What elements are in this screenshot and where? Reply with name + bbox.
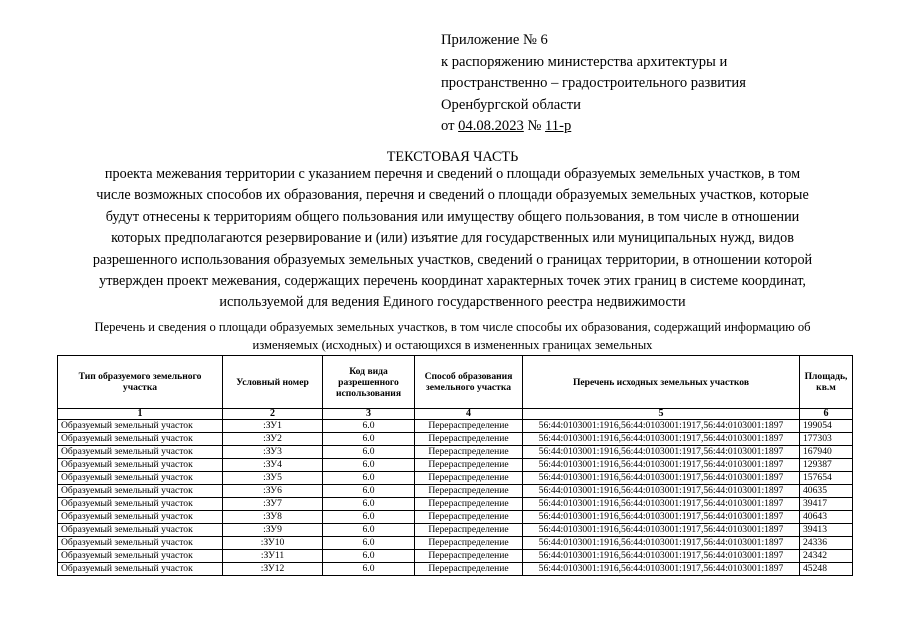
cell-conditional-number: :ЗУ10 <box>223 537 323 550</box>
parcels-table <box>57 355 853 576</box>
cell-parcel-type: Образуемый земельный участок <box>58 485 223 498</box>
cell-use-code: 6.0 <box>323 485 415 498</box>
cell-formation-method: Перераспределение <box>415 485 523 498</box>
order-reference: к распоряжению министерства архитектуры и <box>441 53 728 70</box>
cell-formation-method: Перераспределение <box>415 420 523 433</box>
region-name: Оренбургской области <box>441 96 581 113</box>
intro-paragraph <box>40 164 865 314</box>
header-conditional-number: Условный номер <box>223 356 323 409</box>
cell-source-parcels: 56:44:0103001:1916,56:44:0103001:1917,56:44:0103001:1897 <box>523 420 800 433</box>
cell-use-code: 6.0 <box>323 498 415 511</box>
cell-use-code: 6.0 <box>323 472 415 485</box>
table-row <box>58 550 853 563</box>
intro-line: используемой для ведения Единого государственного реестра недвижимости <box>219 294 686 311</box>
cell-conditional-number: :ЗУ1 <box>223 420 323 433</box>
cell-conditional-number: :ЗУ6 <box>223 485 323 498</box>
header-source-parcels: Перечень исходных земельных участков <box>523 356 800 409</box>
cell-formation-method: Перераспределение <box>415 524 523 537</box>
cell-conditional-number: :ЗУ3 <box>223 446 323 459</box>
cell-source-parcels: 56:44:0103001:1916,56:44:0103001:1917,56:44:0103001:1897 <box>523 485 800 498</box>
cell-formation-method: Перераспределение <box>415 433 523 446</box>
cell-use-code: 6.0 <box>323 563 415 576</box>
cell-parcel-type: Образуемый земельный участок <box>58 563 223 576</box>
cell-parcel-type: Образуемый земельный участок <box>58 433 223 446</box>
table-row <box>58 420 853 433</box>
cell-area: 177303 <box>800 433 853 446</box>
section-title: ТЕКСТОВАЯ ЧАСТЬ <box>386 149 519 165</box>
cell-area: 39417 <box>800 498 853 511</box>
cell-conditional-number: :ЗУ12 <box>223 563 323 576</box>
header-parcel-type: Тип образуемого земельного участка <box>58 356 223 409</box>
header-area: Площадь, кв.м <box>800 356 853 409</box>
cell-use-code: 6.0 <box>323 550 415 563</box>
column-number: 6 <box>800 409 853 420</box>
cell-use-code: 6.0 <box>323 446 415 459</box>
cell-use-code: 6.0 <box>323 459 415 472</box>
intro-line: числе возможных способов их образования, перечня и сведений о площади образуемых земельных участков, которые <box>96 187 809 204</box>
cell-source-parcels: 56:44:0103001:1916,56:44:0103001:1917,56:44:0103001:1897 <box>523 537 800 550</box>
cell-conditional-number: :ЗУ7 <box>223 498 323 511</box>
ministry-name: пространственно – градостроительного развития <box>441 75 746 91</box>
cell-area: 129387 <box>800 459 853 472</box>
column-number: 4 <box>415 409 523 420</box>
cell-formation-method: Перераспределение <box>415 511 523 524</box>
table-header-row <box>58 356 853 409</box>
cell-parcel-type: Образуемый земельный участок <box>58 511 223 524</box>
cell-area: 24342 <box>800 550 853 563</box>
cell-source-parcels: 56:44:0103001:1916,56:44:0103001:1917,56:44:0103001:1897 <box>523 550 800 563</box>
cell-conditional-number: :ЗУ5 <box>223 472 323 485</box>
header-use-code: Код вида разрешенного использования <box>323 356 415 409</box>
table-row <box>58 433 853 446</box>
cell-parcel-type: Образуемый земельный участок <box>58 524 223 537</box>
appendix-number: Приложение № 6 <box>441 32 548 48</box>
intro-line: будут отнесены к территориям общего пользования или имуществу общего пользования, в том числе в отношении <box>105 208 800 225</box>
cell-area: 40643 <box>800 511 853 524</box>
cell-formation-method: Перераспределение <box>415 537 523 550</box>
cell-formation-method: Перераспределение <box>415 498 523 511</box>
caption-line: изменяемых (исходных) и остающихся в измененных границах земельных <box>252 337 653 352</box>
cell-area: 199054 <box>800 420 853 433</box>
cell-source-parcels: 56:44:0103001:1916,56:44:0103001:1917,56:44:0103001:1897 <box>523 459 800 472</box>
table-row <box>58 511 853 524</box>
cell-area: 45248 <box>800 563 853 576</box>
cell-source-parcels: 56:44:0103001:1916,56:44:0103001:1917,56:44:0103001:1897 <box>523 433 800 446</box>
cell-area: 157654 <box>800 472 853 485</box>
cell-conditional-number: :ЗУ2 <box>223 433 323 446</box>
table-row <box>58 563 853 576</box>
table-row <box>58 537 853 550</box>
cell-area: 39413 <box>800 524 853 537</box>
intro-line: проекта межевания территории с указанием перечня и сведений о площади образуемых земельных участков, в том <box>104 166 801 182</box>
cell-use-code: 6.0 <box>323 433 415 446</box>
cell-parcel-type: Образуемый земельный участок <box>58 537 223 550</box>
cell-use-code: 6.0 <box>323 511 415 524</box>
cell-formation-method: Перераспределение <box>415 550 523 563</box>
table-row <box>58 459 853 472</box>
table-row <box>58 498 853 511</box>
table-row <box>58 485 853 498</box>
intro-line: разрешенного использования образуемых земельных участков, сведений о границах территории, в отношении которой <box>92 251 813 268</box>
cell-use-code: 6.0 <box>323 420 415 433</box>
cell-source-parcels: 56:44:0103001:1916,56:44:0103001:1917,56:44:0103001:1897 <box>523 498 800 511</box>
cell-area: 40635 <box>800 485 853 498</box>
order-date: 04.08.2023 <box>458 118 524 134</box>
cell-source-parcels: 56:44:0103001:1916,56:44:0103001:1917,56:44:0103001:1897 <box>523 524 800 537</box>
cell-source-parcels: 56:44:0103001:1916,56:44:0103001:1917,56:44:0103001:1897 <box>523 511 800 524</box>
column-number: 1 <box>58 409 223 420</box>
cell-parcel-type: Образуемый земельный участок <box>58 420 223 433</box>
intro-line: которых предполагаются резервирование и (или) изъятие для государственных или муниципальных нужд, видов <box>111 230 794 247</box>
caption-line: Перечень и сведения о площади образуемых земельных участков, в том числе способы их образования, содержащий информацию об <box>94 320 811 334</box>
date-prefix: от <box>441 118 459 134</box>
cell-conditional-number: :ЗУ8 <box>223 511 323 524</box>
column-number-row <box>58 409 853 420</box>
cell-formation-method: Перераспределение <box>415 459 523 472</box>
cell-source-parcels: 56:44:0103001:1916,56:44:0103001:1917,56:44:0103001:1897 <box>523 446 800 459</box>
number-prefix: № <box>523 118 546 134</box>
cell-conditional-number: :ЗУ11 <box>223 550 323 563</box>
intro-line: утвержден проект межевания, содержащих перечень координат характерных точек этих границ в системе координат, <box>99 273 806 290</box>
cell-parcel-type: Образуемый земельный участок <box>58 498 223 511</box>
order-number: 11-р <box>545 118 572 134</box>
header-formation-method: Способ образования земельного участка <box>415 356 523 409</box>
table-row <box>58 524 853 537</box>
order-date-line <box>441 116 881 138</box>
cell-formation-method: Перераспределение <box>415 472 523 485</box>
cell-use-code: 6.0 <box>323 537 415 550</box>
cell-source-parcels: 56:44:0103001:1916,56:44:0103001:1917,56:44:0103001:1897 <box>523 472 800 485</box>
cell-conditional-number: :ЗУ4 <box>223 459 323 472</box>
column-number: 5 <box>523 409 800 420</box>
cell-formation-method: Перераспределение <box>415 446 523 459</box>
cell-area: 167940 <box>800 446 853 459</box>
cell-parcel-type: Образуемый земельный участок <box>58 459 223 472</box>
cell-source-parcels: 56:44:0103001:1916,56:44:0103001:1917,56:44:0103001:1897 <box>523 563 800 576</box>
cell-parcel-type: Образуемый земельный участок <box>58 472 223 485</box>
cell-parcel-type: Образуемый земельный участок <box>58 446 223 459</box>
appendix-header <box>441 30 881 138</box>
cell-area: 24336 <box>800 537 853 550</box>
cell-parcel-type: Образуемый земельный участок <box>58 550 223 563</box>
table-caption <box>20 319 885 354</box>
table-row <box>58 446 853 459</box>
table-row <box>58 472 853 485</box>
cell-formation-method: Перераспределение <box>415 563 523 576</box>
column-number: 2 <box>223 409 323 420</box>
cell-use-code: 6.0 <box>323 524 415 537</box>
cell-conditional-number: :ЗУ9 <box>223 524 323 537</box>
column-number: 3 <box>323 409 415 420</box>
